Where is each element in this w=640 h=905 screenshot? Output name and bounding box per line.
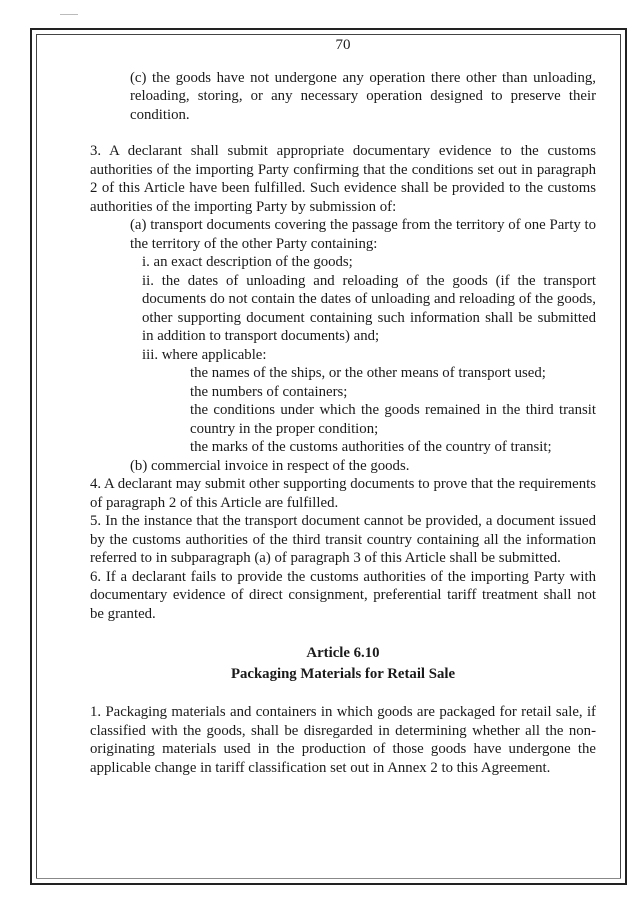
paragraph: 1. Packaging materials and containers in which goods are packaged for retail sale, if classified with the goods, shall be disregarded in determining whether all the non-originating materials used in the production of those goods have undergone the applicable change in tariff classification set out in Annex 2 to this Agreement. <box>90 704 596 776</box>
paragraph: 6. If a declarant fails to provide the customs authorities of the importing Party with documentary evidence of direct consignment, preferential tariff treatment shall not be granted. <box>90 568 596 622</box>
body-text <box>90 69 596 624</box>
paragraph: the marks of the customs authorities of the country of transit; <box>190 439 552 455</box>
paragraph: ii. the dates of unloading and reloading of the goods (if the transport documents do not contain the dates of unloading and reloading of the goods, other supporting document containing such information shall be submitted in addition to transport documents) and; <box>142 272 596 344</box>
paragraph: the names of the ships, or the other means of transport used; <box>190 365 546 381</box>
paragraph: the conditions under which the goods remained in the third transit country in the proper condition; <box>190 402 596 437</box>
paragraph: i. an exact description of the goods; <box>142 254 353 270</box>
paragraph: the numbers of containers; <box>190 383 348 400</box>
scan-mark <box>60 14 78 15</box>
paragraph: (b) commercial invoice in respect of the goods. <box>130 457 410 474</box>
paragraph-gap <box>90 124 596 142</box>
article-title: Packaging Materials for Retail Sale <box>230 666 456 682</box>
article-body-text <box>90 703 596 777</box>
paragraph: 4. A declarant may submit other supporting documents to prove that the requirements of paragraph 2 of this Article are fulfilled. <box>90 476 596 511</box>
page-number: 70 <box>335 37 351 53</box>
article-heading <box>90 643 596 685</box>
paragraph: (a) transport documents covering the passage from the territory of one Party to the territory of the other Party containing: <box>130 217 596 252</box>
document-body <box>90 30 596 777</box>
paragraph: iii. where applicable: <box>142 346 267 363</box>
spacer <box>90 685 596 703</box>
paragraph: 3. A declarant shall submit appropriate documentary evidence to the customs authorities of the importing Party confirming that the conditions set out in paragraph 2 of this Article have been fulfilled. Such evidence shall be provided to the customs authorities of the importing Party by submission of: <box>90 143 596 215</box>
paragraph: 5. In the instance that the transport document cannot be provided, a document issued by the customs authorities of the third transit country containing all the information referred to in subparagraph (a) of paragraph 3 of this Article shall be submitted. <box>90 513 596 566</box>
article-number: Article 6.10 <box>306 645 380 661</box>
paragraph: (c) the goods have not undergone any operation there other than unloading, reloading, storing, or any necessary operation designed to preserve their condition. <box>130 69 596 123</box>
bottom-rule <box>36 878 621 879</box>
